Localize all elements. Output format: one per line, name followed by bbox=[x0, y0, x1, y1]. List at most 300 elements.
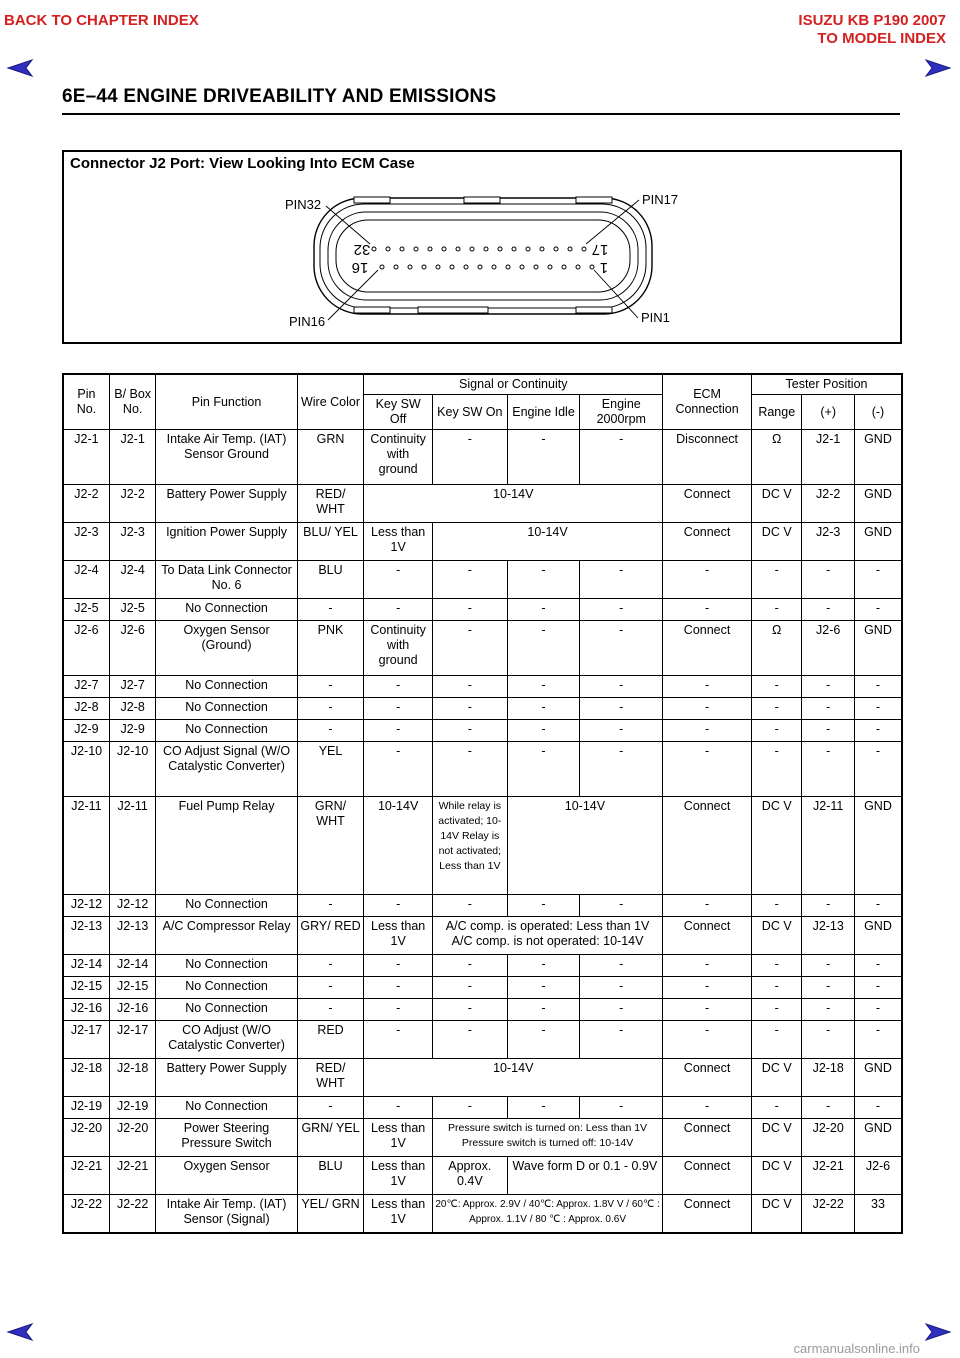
cell-key-off: Less than 1V bbox=[364, 917, 433, 955]
cell-pin-no: J2-12 bbox=[63, 895, 109, 917]
table-row bbox=[63, 1119, 902, 1157]
cell-pin-no: J2-17 bbox=[63, 1021, 109, 1059]
cell-engine-idle: - bbox=[507, 720, 580, 742]
table-row bbox=[63, 1097, 902, 1119]
cell-box-no: J2-17 bbox=[109, 1021, 155, 1059]
cell-range: - bbox=[752, 977, 802, 999]
cell-pin-no: J2-11 bbox=[63, 797, 109, 895]
cell-key-off: - bbox=[364, 999, 433, 1021]
cell-key-on: - bbox=[432, 999, 507, 1021]
header-pin-function: Pin Function bbox=[156, 374, 297, 430]
cell-pin-function: Ignition Power Supply bbox=[156, 523, 297, 561]
cell-plus: J2-13 bbox=[802, 917, 854, 955]
table-row bbox=[63, 720, 902, 742]
cell-minus: - bbox=[854, 698, 902, 720]
watermark: carmanualsonline.info bbox=[793, 1341, 920, 1356]
cell-key-on: - bbox=[432, 977, 507, 999]
cell-ecm-connection: - bbox=[663, 599, 752, 621]
connector-diagram-box bbox=[62, 150, 902, 344]
cell-pin-no: J2-4 bbox=[63, 561, 109, 599]
cell-engine-idle: - bbox=[507, 895, 580, 917]
cell-pin-no: J2-2 bbox=[63, 485, 109, 523]
cell-key-on: - bbox=[432, 676, 507, 698]
cell-range: DC V bbox=[752, 1059, 802, 1097]
cell-range: - bbox=[752, 599, 802, 621]
table-row bbox=[63, 621, 902, 676]
cell-key-on: - bbox=[432, 1097, 507, 1119]
cell-pin-function: Fuel Pump Relay bbox=[156, 797, 297, 895]
cell-plus: - bbox=[802, 698, 854, 720]
cell-plus: J2-20 bbox=[802, 1119, 854, 1157]
table-row bbox=[63, 698, 902, 720]
cell-plus: J2-18 bbox=[802, 1059, 854, 1097]
cell-pin-function: No Connection bbox=[156, 955, 297, 977]
cell-pin-no: J2-19 bbox=[63, 1097, 109, 1119]
cell-pin-no: J2-10 bbox=[63, 742, 109, 797]
cell-range: - bbox=[752, 895, 802, 917]
cell-key-off: - bbox=[364, 955, 433, 977]
cell-engine-2000rpm: - bbox=[580, 999, 663, 1021]
cell-pin-function: No Connection bbox=[156, 720, 297, 742]
cell-wire-color: - bbox=[297, 955, 364, 977]
cell-box-no: J2-2 bbox=[109, 485, 155, 523]
table-row bbox=[63, 485, 902, 523]
cell-pin-function: To Data Link Connector No. 6 bbox=[156, 561, 297, 599]
cell-ecm-connection: Connect bbox=[663, 797, 752, 895]
cell-range: - bbox=[752, 698, 802, 720]
cell-signal: 10-14V bbox=[507, 797, 663, 895]
table-row bbox=[63, 895, 902, 917]
cell-key-on: - bbox=[432, 1021, 507, 1059]
cell-box-no: J2-21 bbox=[109, 1157, 155, 1195]
cell-pin-no: J2-13 bbox=[63, 917, 109, 955]
back-to-chapter-index-link[interactable]: BACK TO CHAPTER INDEX bbox=[4, 12, 199, 29]
cell-ecm-connection: - bbox=[663, 955, 752, 977]
cell-engine-2000rpm: - bbox=[580, 977, 663, 999]
cell-range: Ω bbox=[752, 621, 802, 676]
cell-ecm-connection: - bbox=[663, 1097, 752, 1119]
cell-minus: - bbox=[854, 720, 902, 742]
cell-wire-color: RED bbox=[297, 1021, 364, 1059]
cell-engine-2000rpm: - bbox=[580, 1097, 663, 1119]
cell-ecm-connection: - bbox=[663, 742, 752, 797]
cell-pin-function: No Connection bbox=[156, 676, 297, 698]
cell-key-on: - bbox=[432, 561, 507, 599]
cell-engine-2000rpm: - bbox=[580, 720, 663, 742]
header-key-on: Key SW On bbox=[432, 395, 507, 430]
cell-engine-2000rpm: - bbox=[580, 895, 663, 917]
cell-key-off: - bbox=[364, 561, 433, 599]
cell-ecm-connection: Connect bbox=[663, 523, 752, 561]
cell-ecm-connection: - bbox=[663, 977, 752, 999]
cell-pin-no: J2-9 bbox=[63, 720, 109, 742]
cell-wire-color: GRN/ YEL bbox=[297, 1119, 364, 1157]
cell-signal: Pressure switch is turned on: Less than 1V Pressure switch is turned off: 10-14V bbox=[432, 1119, 662, 1157]
cell-range: Ω bbox=[752, 430, 802, 485]
cell-minus: - bbox=[854, 895, 902, 917]
cell-ecm-connection: - bbox=[663, 720, 752, 742]
cell-range: DC V bbox=[752, 917, 802, 955]
cell-range: DC V bbox=[752, 797, 802, 895]
cell-signal: A/C comp. is operated: Less than 1V A/C comp. is not operated: 10-14V bbox=[432, 917, 662, 955]
cell-minus: GND bbox=[854, 430, 902, 485]
cell-plus: J2-2 bbox=[802, 485, 854, 523]
cell-key-off: Less than 1V bbox=[364, 523, 433, 561]
cell-minus: 33 bbox=[854, 1195, 902, 1233]
to-model-index-link[interactable]: TO MODEL INDEX bbox=[817, 30, 946, 47]
cell-key-off: - bbox=[364, 698, 433, 720]
cell-key-off: - bbox=[364, 599, 433, 621]
cell-pin-function: No Connection bbox=[156, 1097, 297, 1119]
cell-plus: - bbox=[802, 977, 854, 999]
cell-box-no: J2-13 bbox=[109, 917, 155, 955]
pin-number-32: 32 bbox=[353, 241, 371, 258]
cell-minus: - bbox=[854, 599, 902, 621]
cell-pin-no: J2-16 bbox=[63, 999, 109, 1021]
header-tester-position: Tester Position bbox=[752, 374, 903, 395]
cell-signal: 10-14V bbox=[432, 523, 662, 561]
cell-pin-no: J2-22 bbox=[63, 1195, 109, 1233]
cell-engine-2000rpm: - bbox=[580, 698, 663, 720]
cell-pin-function: No Connection bbox=[156, 599, 297, 621]
table-row bbox=[63, 742, 902, 797]
pin-number-17: 17 bbox=[591, 241, 609, 258]
cell-box-no: J2-14 bbox=[109, 955, 155, 977]
cell-signal: 10-14V bbox=[364, 1059, 663, 1097]
cell-pin-function: No Connection bbox=[156, 977, 297, 999]
connector-diagram bbox=[64, 152, 900, 342]
cell-pin-function: No Connection bbox=[156, 895, 297, 917]
cell-wire-color: RED/ WHT bbox=[297, 1059, 364, 1097]
prev-page-arrow-icon[interactable] bbox=[6, 58, 34, 78]
cell-pin-function: Battery Power Supply bbox=[156, 1059, 297, 1097]
cell-key-on: - bbox=[432, 742, 507, 797]
cell-pin-function: Power Steering Pressure Switch bbox=[156, 1119, 297, 1157]
cell-box-no: J2-18 bbox=[109, 1059, 155, 1097]
cell-minus: GND bbox=[854, 917, 902, 955]
cell-wire-color: BLU bbox=[297, 1157, 364, 1195]
header-plus: (+) bbox=[802, 395, 854, 430]
cell-plus: - bbox=[802, 742, 854, 797]
cell-key-off: - bbox=[364, 720, 433, 742]
cell-range: DC V bbox=[752, 1157, 802, 1195]
cell-pin-no: J2-6 bbox=[63, 621, 109, 676]
cell-key-off: Continuity with ground bbox=[364, 430, 433, 485]
label-pin1: PIN1 bbox=[641, 310, 670, 325]
cell-key-on: - bbox=[432, 720, 507, 742]
cell-minus: GND bbox=[854, 1059, 902, 1097]
cell-pin-no: J2-3 bbox=[63, 523, 109, 561]
cell-box-no: J2-16 bbox=[109, 999, 155, 1021]
cell-pin-function: Intake Air Temp. (IAT) Sensor Ground bbox=[156, 430, 297, 485]
cell-pin-function: Oxygen Sensor (Ground) bbox=[156, 621, 297, 676]
cell-range: - bbox=[752, 676, 802, 698]
cell-key-off: - bbox=[364, 676, 433, 698]
cell-wire-color: - bbox=[297, 977, 364, 999]
header-key-off: Key SW Off bbox=[364, 395, 433, 430]
cell-minus: J2-6 bbox=[854, 1157, 902, 1195]
cell-plus: J2-1 bbox=[802, 430, 854, 485]
pin-function-table bbox=[62, 373, 903, 1234]
cell-engine-idle: - bbox=[507, 561, 580, 599]
cell-engine-idle: - bbox=[507, 1097, 580, 1119]
cell-range: DC V bbox=[752, 485, 802, 523]
cell-key-on: - bbox=[432, 895, 507, 917]
cell-box-no: J2-8 bbox=[109, 698, 155, 720]
cell-pin-function: Battery Power Supply bbox=[156, 485, 297, 523]
cell-range: DC V bbox=[752, 523, 802, 561]
cell-ecm-connection: - bbox=[663, 698, 752, 720]
table-row bbox=[63, 1059, 902, 1097]
cell-engine-2000rpm: - bbox=[580, 430, 663, 485]
cell-engine-idle: - bbox=[507, 430, 580, 485]
table-row bbox=[63, 561, 902, 599]
cell-pin-function: CO Adjust Signal (W/O Catalystic Converter) bbox=[156, 742, 297, 797]
cell-minus: - bbox=[854, 742, 902, 797]
cell-ecm-connection: Disconnect bbox=[663, 430, 752, 485]
table-row bbox=[63, 999, 902, 1021]
pin-number-1: 1 bbox=[599, 259, 609, 276]
cell-engine-idle: - bbox=[507, 676, 580, 698]
cell-ecm-connection: Connect bbox=[663, 1195, 752, 1233]
cell-engine-idle: - bbox=[507, 1021, 580, 1059]
header-divider bbox=[62, 113, 900, 115]
cell-wire-color: GRN/ WHT bbox=[297, 797, 364, 895]
table-row bbox=[63, 599, 902, 621]
cell-ecm-connection: - bbox=[663, 561, 752, 599]
cell-pin-function: No Connection bbox=[156, 698, 297, 720]
cell-key-off: Less than 1V bbox=[364, 1195, 433, 1233]
cell-key-on: - bbox=[432, 955, 507, 977]
cell-engine-idle: - bbox=[507, 955, 580, 977]
cell-range: - bbox=[752, 999, 802, 1021]
cell-signal: 10-14V bbox=[364, 485, 663, 523]
cell-wire-color: BLU bbox=[297, 561, 364, 599]
label-pin17: PIN17 bbox=[642, 192, 679, 207]
table-row bbox=[63, 676, 902, 698]
cell-key-on: While relay is activated; 10-14V Relay is not activated; Less than 1V bbox=[432, 797, 507, 895]
table-row bbox=[63, 977, 902, 999]
cell-box-no: J2-5 bbox=[109, 599, 155, 621]
cell-minus: - bbox=[854, 676, 902, 698]
cell-engine-idle: - bbox=[507, 621, 580, 676]
model-index-block[interactable] bbox=[798, 12, 946, 48]
cell-pin-no: J2-1 bbox=[63, 430, 109, 485]
table-row bbox=[63, 917, 902, 955]
cell-engine-idle: - bbox=[507, 742, 580, 797]
cell-range: - bbox=[752, 561, 802, 599]
cell-key-off: Continuity with ground bbox=[364, 621, 433, 676]
cell-plus: - bbox=[802, 999, 854, 1021]
cell-box-no: J2-12 bbox=[109, 895, 155, 917]
cell-wire-color: GRY/ RED bbox=[297, 917, 364, 955]
cell-plus: - bbox=[802, 1021, 854, 1059]
cell-plus: J2-11 bbox=[802, 797, 854, 895]
table-header-row bbox=[63, 374, 902, 395]
cell-key-on: - bbox=[432, 599, 507, 621]
cell-plus: - bbox=[802, 599, 854, 621]
connector-title: Connector J2 Port: View Looking Into ECM Case bbox=[70, 155, 415, 172]
cell-minus: GND bbox=[854, 621, 902, 676]
label-pin32: PIN32 bbox=[285, 197, 322, 212]
cell-key-off: - bbox=[364, 1097, 433, 1119]
cell-pin-no: J2-8 bbox=[63, 698, 109, 720]
cell-box-no: J2-15 bbox=[109, 977, 155, 999]
cell-pin-function: No Connection bbox=[156, 999, 297, 1021]
cell-pin-function: Intake Air Temp. (IAT) Sensor (Signal) bbox=[156, 1195, 297, 1233]
cell-minus: GND bbox=[854, 797, 902, 895]
header-pin-no: Pin No. bbox=[63, 374, 109, 430]
next-page-arrow-icon[interactable] bbox=[924, 58, 952, 78]
cell-box-no: J2-11 bbox=[109, 797, 155, 895]
cell-box-no: J2-20 bbox=[109, 1119, 155, 1157]
cell-key-on: - bbox=[432, 621, 507, 676]
header-box-no: B/ Box No. bbox=[109, 374, 155, 430]
cell-ecm-connection: - bbox=[663, 1021, 752, 1059]
cell-engine-idle: - bbox=[507, 999, 580, 1021]
cell-ecm-connection: Connect bbox=[663, 621, 752, 676]
cell-box-no: J2-10 bbox=[109, 742, 155, 797]
cell-ecm-connection: - bbox=[663, 676, 752, 698]
cell-pin-no: J2-20 bbox=[63, 1119, 109, 1157]
cell-pin-function: A/C Compressor Relay bbox=[156, 917, 297, 955]
cell-key-off: - bbox=[364, 977, 433, 999]
cell-wire-color: - bbox=[297, 676, 364, 698]
cell-range: DC V bbox=[752, 1195, 802, 1233]
header-minus: (-) bbox=[854, 395, 902, 430]
cell-ecm-connection: Connect bbox=[663, 1059, 752, 1097]
cell-engine-idle: - bbox=[507, 977, 580, 999]
cell-minus: GND bbox=[854, 1119, 902, 1157]
cell-minus: - bbox=[854, 977, 902, 999]
page-title: 6E–44 ENGINE DRIVEABILITY AND EMISSIONS bbox=[62, 86, 497, 107]
cell-box-no: J2-19 bbox=[109, 1097, 155, 1119]
cell-range: - bbox=[752, 955, 802, 977]
cell-engine-2000rpm: - bbox=[580, 676, 663, 698]
cell-ecm-connection: - bbox=[663, 999, 752, 1021]
cell-wire-color: GRN bbox=[297, 430, 364, 485]
header-engine-idle: Engine Idle bbox=[507, 395, 580, 430]
cell-range: - bbox=[752, 720, 802, 742]
cell-pin-no: J2-21 bbox=[63, 1157, 109, 1195]
cell-box-no: J2-1 bbox=[109, 430, 155, 485]
cell-plus: - bbox=[802, 895, 854, 917]
table-row bbox=[63, 430, 902, 485]
cell-plus: J2-22 bbox=[802, 1195, 854, 1233]
cell-wire-color: - bbox=[297, 999, 364, 1021]
table-row bbox=[63, 1157, 902, 1195]
cell-key-off: 10-14V bbox=[364, 797, 433, 895]
cell-key-off: - bbox=[364, 742, 433, 797]
cell-pin-no: J2-7 bbox=[63, 676, 109, 698]
label-pin16: PIN16 bbox=[289, 314, 326, 329]
cell-key-off: Less than 1V bbox=[364, 1119, 433, 1157]
cell-plus: J2-3 bbox=[802, 523, 854, 561]
cell-engine-2000rpm: - bbox=[580, 599, 663, 621]
cell-engine-2000rpm: - bbox=[580, 561, 663, 599]
cell-minus: GND bbox=[854, 523, 902, 561]
cell-key-on: - bbox=[432, 698, 507, 720]
cell-wire-color: - bbox=[297, 599, 364, 621]
cell-plus: - bbox=[802, 1097, 854, 1119]
cell-box-no: J2-6 bbox=[109, 621, 155, 676]
header-ecm-connection: ECM Connection bbox=[663, 374, 752, 430]
cell-minus: GND bbox=[854, 485, 902, 523]
table-row bbox=[63, 955, 902, 977]
cell-engine-idle: - bbox=[507, 599, 580, 621]
prev-page-arrow-bottom-icon[interactable] bbox=[6, 1322, 34, 1342]
cell-engine-idle: - bbox=[507, 698, 580, 720]
table-row bbox=[63, 1021, 902, 1059]
cell-wire-color: PNK bbox=[297, 621, 364, 676]
cell-pin-no: J2-14 bbox=[63, 955, 109, 977]
cell-box-no: J2-22 bbox=[109, 1195, 155, 1233]
cell-key-off: - bbox=[364, 1021, 433, 1059]
cell-range: - bbox=[752, 1097, 802, 1119]
cell-plus: - bbox=[802, 720, 854, 742]
cell-pin-function: Oxygen Sensor bbox=[156, 1157, 297, 1195]
cell-wire-color: YEL bbox=[297, 742, 364, 797]
header-wire-color: Wire Color bbox=[297, 374, 364, 430]
cell-minus: - bbox=[854, 955, 902, 977]
cell-range: DC V bbox=[752, 1119, 802, 1157]
cell-box-no: J2-9 bbox=[109, 720, 155, 742]
model-name: ISUZU KB P190 2007 bbox=[798, 12, 946, 29]
cell-signal: Wave form D or 0.1 - 0.9V bbox=[507, 1157, 663, 1195]
cell-wire-color: - bbox=[297, 895, 364, 917]
cell-plus: J2-21 bbox=[802, 1157, 854, 1195]
cell-signal: 20℃: Approx. 2.9V / 40℃: Approx. 1.8V V / 60℃ : Approx. 1.1V / 80 ℃ : Approx. 0.6V bbox=[432, 1195, 662, 1233]
cell-wire-color: - bbox=[297, 1097, 364, 1119]
cell-pin-function: CO Adjust (W/O Catalystic Converter) bbox=[156, 1021, 297, 1059]
cell-plus: - bbox=[802, 561, 854, 599]
cell-key-on: Approx. 0.4V bbox=[432, 1157, 507, 1195]
cell-wire-color: - bbox=[297, 698, 364, 720]
cell-box-no: J2-7 bbox=[109, 676, 155, 698]
header-engine-2000rpm: Engine 2000rpm bbox=[580, 395, 663, 430]
cell-wire-color: BLU/ YEL bbox=[297, 523, 364, 561]
cell-key-off: Less than 1V bbox=[364, 1157, 433, 1195]
cell-plus: J2-6 bbox=[802, 621, 854, 676]
next-page-arrow-bottom-icon[interactable] bbox=[924, 1322, 952, 1342]
cell-engine-2000rpm: - bbox=[580, 955, 663, 977]
table-row bbox=[63, 797, 902, 895]
cell-box-no: J2-3 bbox=[109, 523, 155, 561]
cell-ecm-connection: Connect bbox=[663, 917, 752, 955]
cell-range: - bbox=[752, 1021, 802, 1059]
table-row bbox=[63, 523, 902, 561]
header-signal: Signal or Continuity bbox=[364, 374, 663, 395]
cell-ecm-connection: Connect bbox=[663, 485, 752, 523]
cell-minus: - bbox=[854, 561, 902, 599]
cell-ecm-connection: Connect bbox=[663, 1119, 752, 1157]
cell-ecm-connection: Connect bbox=[663, 1157, 752, 1195]
cell-box-no: J2-4 bbox=[109, 561, 155, 599]
cell-minus: - bbox=[854, 1097, 902, 1119]
cell-wire-color: - bbox=[297, 720, 364, 742]
cell-key-off: - bbox=[364, 895, 433, 917]
cell-wire-color: YEL/ GRN bbox=[297, 1195, 364, 1233]
cell-key-on: - bbox=[432, 430, 507, 485]
cell-pin-no: J2-15 bbox=[63, 977, 109, 999]
cell-plus: - bbox=[802, 955, 854, 977]
cell-range: - bbox=[752, 742, 802, 797]
cell-minus: - bbox=[854, 1021, 902, 1059]
cell-engine-2000rpm: - bbox=[580, 621, 663, 676]
cell-engine-2000rpm: - bbox=[580, 742, 663, 797]
table-row bbox=[63, 1195, 902, 1233]
header-range: Range bbox=[752, 395, 802, 430]
